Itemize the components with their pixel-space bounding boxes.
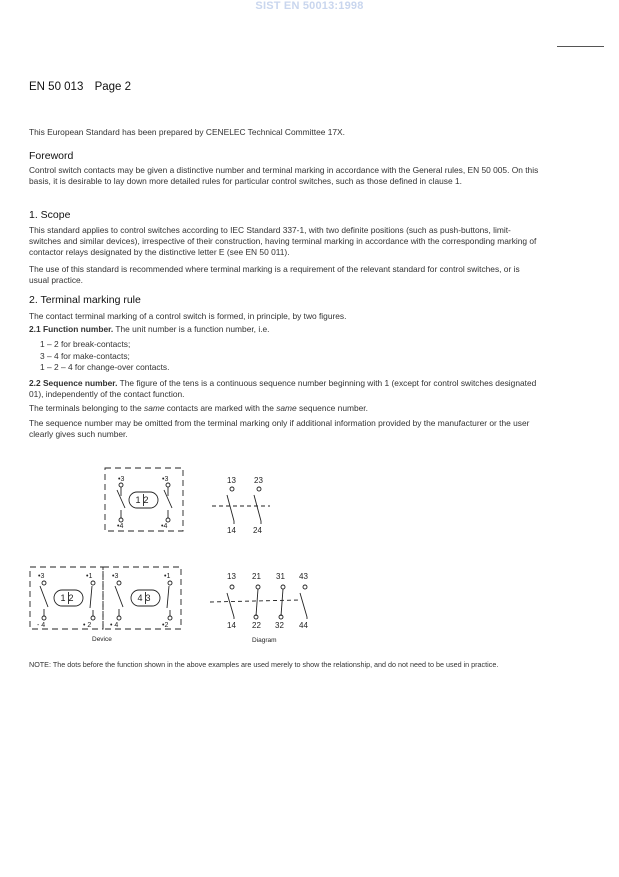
terminal-label: •3 [162,476,169,483]
terminal-label: • 2 [83,622,92,629]
terminal-marking-figure [0,455,619,655]
scope-heading: 1. Scope [29,209,71,221]
section-2-1-text: The unit number is a function number, i.e. [113,324,270,334]
contact-blade [254,495,261,521]
doc-id: EN 50 013 [29,81,84,93]
terminal-label: 23 [254,476,263,485]
contact-blade [227,593,234,617]
terminal-label: • 4 [110,622,119,629]
terminal-label: 31 [276,572,285,581]
contact-blade [167,586,169,608]
terminal-label: •1 [164,573,171,580]
watermark: SIST EN 50013:1998 [255,0,364,12]
badge-label: 12 [60,593,77,603]
contact-blade [90,586,92,608]
terminal-label: •3 [112,573,119,580]
intro-text: This European Standard has been prepared by CENELEC Technical Committee 17X. [29,127,345,137]
terminal-circle [119,483,123,487]
contact-blade [300,593,307,617]
terminal-label: 14 [227,621,236,630]
caption-diagram: Diagram [252,637,277,644]
caption-device: Device [92,636,112,643]
terminal-heading: 2. Terminal marking rule [29,294,141,306]
contact-blade [40,586,48,607]
same-contacts-text: The terminals belonging to the same contacts are marked with the same sequence number. [29,403,368,413]
terminal-label: •3 [118,476,125,483]
terminal-label: •4 [161,523,168,530]
terminal-label: •3 [38,573,45,580]
section-2-2 [29,378,539,400]
contact-blade [227,495,234,521]
page-number: Page 2 [94,81,132,93]
foreword-text: Control switch contacts may be given a distinctive number and terminal marking in accordance with the General rules, EN 50 005. On this basis, it is desirable to lay down more detailed rules for particular control switches, such as those defined in clause 1. [29,165,539,186]
terminal-label: •4 [117,523,124,530]
section-2-1-label: 2.1 Function number. [29,324,114,334]
actuator-link [210,600,300,602]
omit-text: The sequence number may be omitted from the terminal marking only if additional information provided by the manufacturer or the user clearly gives such number. [29,418,530,439]
terminal-circle [166,518,170,522]
section-2-2-label: 2.2 Sequence number. [29,378,118,388]
terminal-label: 13 [227,572,236,581]
terminal-label: 32 [275,621,284,630]
page-header [29,81,131,93]
scope-p2: The use of this standard is recommended where terminal marking is a requirement of the relevant standard for control switches, or is usual practice. [29,264,520,285]
terminal-label: 44 [299,621,308,630]
terminal-circle [230,487,234,491]
terminal-label: 21 [252,572,261,581]
terminal-label: 22 [252,621,261,630]
contact-blade [256,589,258,616]
badge-label: 12 [135,495,152,505]
top-rule [557,46,604,47]
terminal-label: 24 [253,526,262,535]
terminal-label: •2 [162,622,169,629]
terminal-circle [166,483,170,487]
contact-blade [281,589,283,616]
terminal-label: 13 [227,476,236,485]
terminal-circle [257,487,261,491]
figure-note: NOTE: The dots before the function shown in the above examples are used merely to show the relationship, and do not need to be used in practice. [29,660,499,669]
list-item: 1 – 2 for break-contacts; [40,339,131,349]
section-2-1 [29,324,539,335]
terminal-circle [119,518,123,522]
list-item: 3 – 4 for make-contacts; [40,350,130,361]
terminal-p1: The contact terminal marking of a control switch is formed, in principle, by two figures. [29,311,347,321]
section-2-2-text: The figure of the tens is a continuous sequence number beginning with 1 (except for control switches designated 01), independently of the contact function. [29,378,537,399]
badge-label: 43 [137,593,154,603]
contact-blade [115,586,123,607]
terminal-label: 43 [299,572,308,581]
terminal-label: - 4 [37,622,46,629]
terminal-label: •1 [86,573,93,580]
function-list [40,339,169,374]
scope-p1: This standard applies to control switches according to IEC Standard 337-1, with two definite positions (such as push-buttons, limit-switches and similar devices), irrespective of their construction, having terminal marking in accordance with the corresponding marking of contactor relays designated by the distinctive letter E (see EN 50 011). [29,225,537,257]
list-item: 1 – 2 – 4 for change-over contacts. [40,362,170,372]
foreword-heading: Foreword [29,150,74,162]
terminal-label: 14 [227,526,236,535]
